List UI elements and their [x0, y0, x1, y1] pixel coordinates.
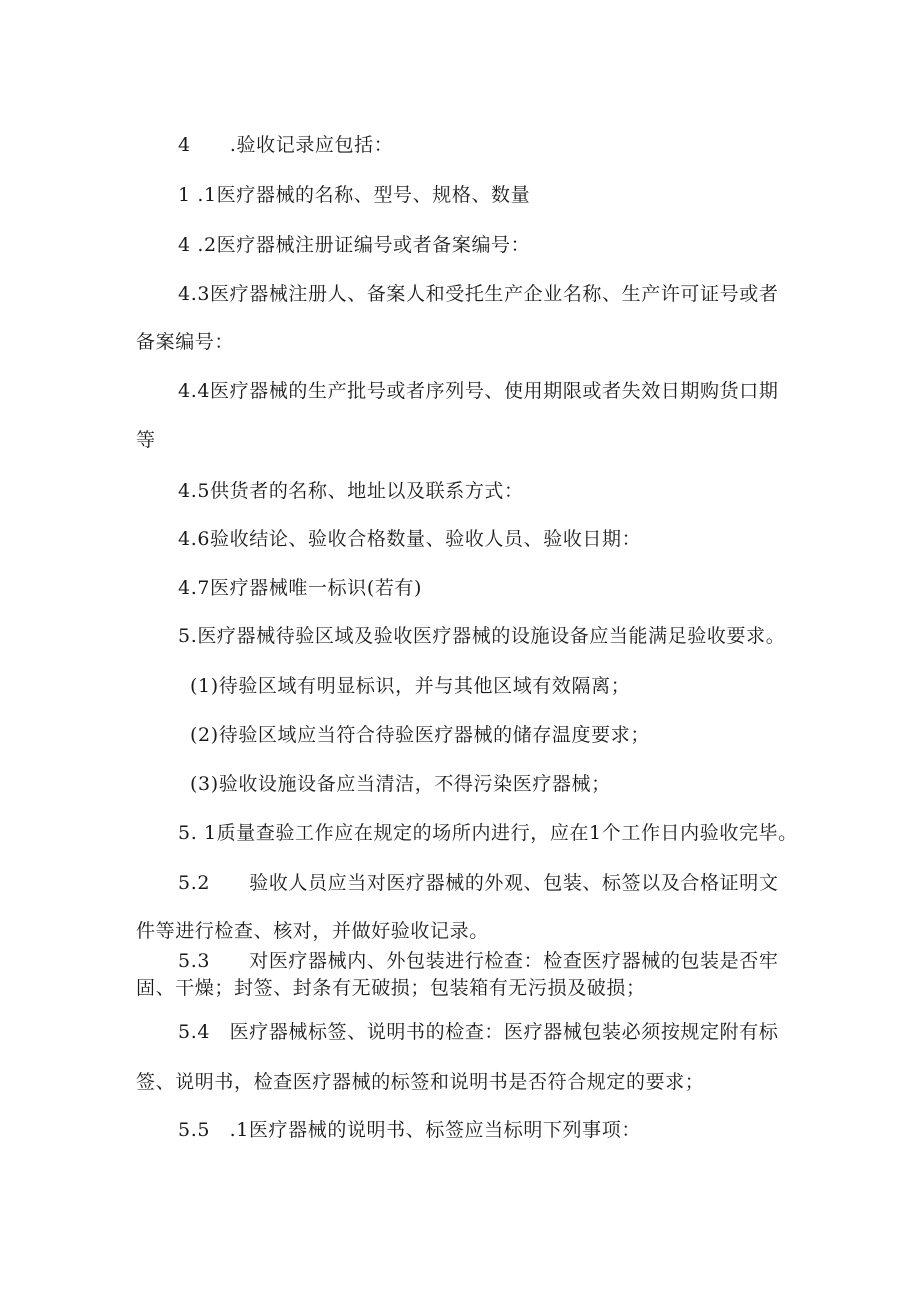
text-line: (2)待验区域应当符合待验医疗器械的储存温度要求；	[190, 724, 650, 746]
text-line: 5.医疗器械待验区域及验收医疗器械的设施设备应当能满足验收要求。	[178, 625, 786, 647]
text-line: 4.6验收结论、验收合格数量、验收人员、验收日期：	[178, 528, 642, 550]
text-line: 4 .2医疗器械注册证编号或者备案编号：	[178, 234, 531, 256]
text-line: 件等进行检查、核对，并做好验收记录。	[136, 920, 489, 942]
text-line: 5.4 医疗器械标签、说明书的检查：医疗器械包装必须按规定附有标	[178, 1021, 779, 1043]
text-line: 4.3医疗器械注册人、备案人和受托生产企业名称、生产许可证号或者	[178, 283, 779, 305]
text-line: 5.5 .1医疗器械的说明书、标签应当标明下列事项：	[178, 1119, 641, 1141]
text-line: 固、干燥；封签、封条有无破损；包装箱有无污损及破损；	[136, 977, 646, 999]
text-line: 4.5供货者的名称、地址以及联系方式：	[178, 480, 524, 502]
text-line: 5.3 对医疗器械内、外包装进行检查：检查医疗器械的包装是否牢	[178, 950, 779, 972]
text-line: (1)待验区域有明显标识，并与其他区域有效隔离；	[190, 675, 631, 697]
text-line: 1 .1医疗器械的名称、型号、规格、数量	[178, 184, 531, 206]
text-line: 4.7医疗器械唯一标识(若有)	[178, 577, 423, 599]
text-line: 等	[136, 429, 156, 451]
text-line: 签、说明书，检查医疗器械的标签和说明书是否符合规定的要求；	[136, 1071, 705, 1093]
text-line: 5. 1质量查验工作应在规定的场所内进行，应在1个工作日内验收完毕。	[178, 822, 798, 844]
text-line: 4 .验收记录应包括：	[178, 134, 394, 156]
text-line: 备案编号：	[136, 331, 235, 353]
text-line: 4.4医疗器械的生产批号或者序列号、使用期限或者失效日期购货口期	[178, 380, 779, 402]
text-line: 5.2 验收人员应当对医疗器械的外观、包装、标签以及合格证明文	[178, 872, 779, 894]
text-line: (3)验收设施设备应当清洁，不得污染医疗器械；	[190, 773, 611, 795]
